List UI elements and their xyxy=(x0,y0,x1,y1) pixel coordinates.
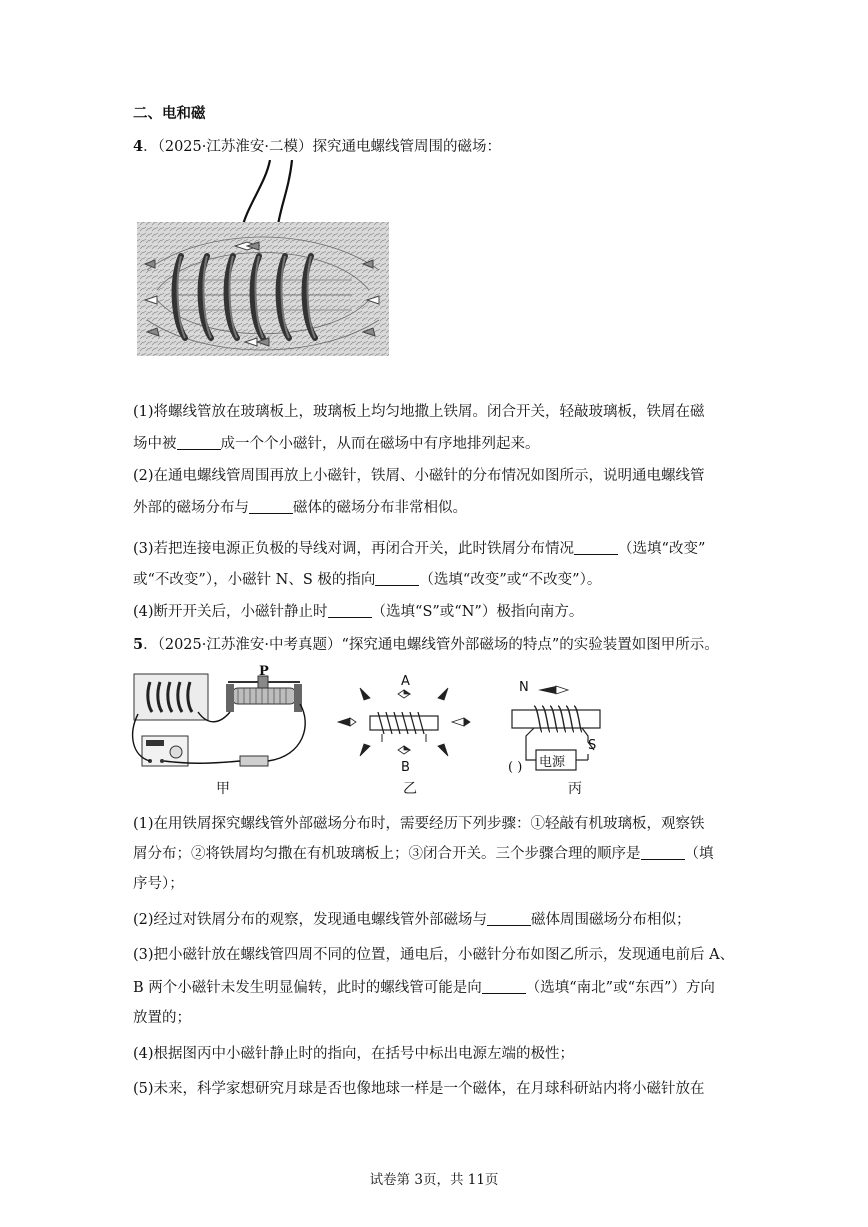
section-title: 二、电和磁 xyxy=(133,106,206,122)
label-B: B xyxy=(401,760,410,775)
q4-part1-line1: (1)将螺线管放在玻璃板上，玻璃板上均匀地撒上铁屑。闭合开关，轻敲玻璃板，铁屑在磁 xyxy=(133,404,705,420)
q4-part4: (4)断开开关后，小磁针静止时 （选填“S”或“N”）极指向南方。 xyxy=(133,604,584,620)
q5-part3-line2: B 两个小磁针未发生明显偏转，此时的螺线管可能是向 （选填“南北”或“东西”）方向 xyxy=(133,980,715,996)
caption-yi: 乙 xyxy=(403,781,417,797)
answer-blank[interactable] xyxy=(328,603,372,618)
label-power-supply: 电源 xyxy=(539,755,566,770)
answer-blank[interactable] xyxy=(177,435,221,450)
answer-blank[interactable] xyxy=(487,911,531,926)
answer-blank[interactable] xyxy=(482,979,526,994)
q5-part5: (5)未来，科学家想研究月球是否也像地球一样是一个磁体，在月球科研站内将小磁针放在 xyxy=(133,1081,705,1097)
caption-bing: 丙 xyxy=(568,781,582,797)
q4-part2-line2: 外部的磁场分布与 磁体的磁场分布非常相似。 xyxy=(133,500,467,516)
q4-part1-line2: 场中被 成一个个小磁针，从而在磁场中有序地排列起来。 xyxy=(133,436,540,452)
q5-part2: (2)经过对铁屑分布的观察，发现通电螺线管外部磁场与 磁体周围磁场分布相似； xyxy=(133,912,691,928)
q5-part1-line1: (1)在用铁屑探究螺线管外部磁场分布时，需要经历下列步骤：①轻敲有机玻璃板，观察铁 xyxy=(133,816,705,832)
answer-blank[interactable] xyxy=(574,540,618,555)
q5-part1-line2: 屑分布；②将铁屑均匀撒在有机玻璃板上；③闭合开关。三个步骤合理的顺序是 （填 xyxy=(133,846,714,862)
q5-part4: (4)根据图丙中小磁针静止时的指向，在括号中标出电源左端的极性； xyxy=(133,1046,575,1062)
page-footer: 试卷第 3页，共 11页 xyxy=(369,1172,499,1188)
label-P: P xyxy=(259,664,269,679)
label-S: S xyxy=(588,738,597,753)
q5-stem: 5．（2025·江苏淮安·中考真题）“探究通电螺线管外部磁场的特点”的实验装置如图甲所示。 xyxy=(133,636,719,653)
answer-blank[interactable] xyxy=(249,499,293,514)
solenoid-filings-figure xyxy=(137,160,389,356)
q4-stem: 4．（2025·江苏淮安·二模）探究通电螺线管周围的磁场： xyxy=(133,138,501,155)
label-N: N xyxy=(519,680,529,695)
caption-jia: 甲 xyxy=(216,781,230,797)
q5-part3-line1: (3)把小磁针放在螺线管四周不同的位置，通电后，小磁针分布如图乙所示，发现通电前后 A、 xyxy=(133,947,735,963)
apparatus-figure-jia xyxy=(128,664,318,776)
polarity-blank[interactable]: ( ) xyxy=(508,760,523,775)
q4-part3-line2: 或“不改变”），小磁针 N、S 极的指向 （选填“改变”或“不改变”）。 xyxy=(133,572,602,588)
answer-blank[interactable] xyxy=(375,571,419,586)
q5-part3-line3: 放置的； xyxy=(133,1010,191,1026)
answer-blank[interactable] xyxy=(641,845,685,860)
q5-part1-line3: 序号）； xyxy=(133,876,184,892)
label-A: A xyxy=(401,674,410,689)
q4-part3-line1: (3)若把连接电源正负极的导线对调，再闭合开关，此时铁屑分布情况 （选填“改变” xyxy=(133,541,706,557)
q4-part2-line1: (2)在通电螺线管周围再放上小磁针，铁屑、小磁针的分布情况如图所示，说明通电螺线管 xyxy=(133,468,705,484)
